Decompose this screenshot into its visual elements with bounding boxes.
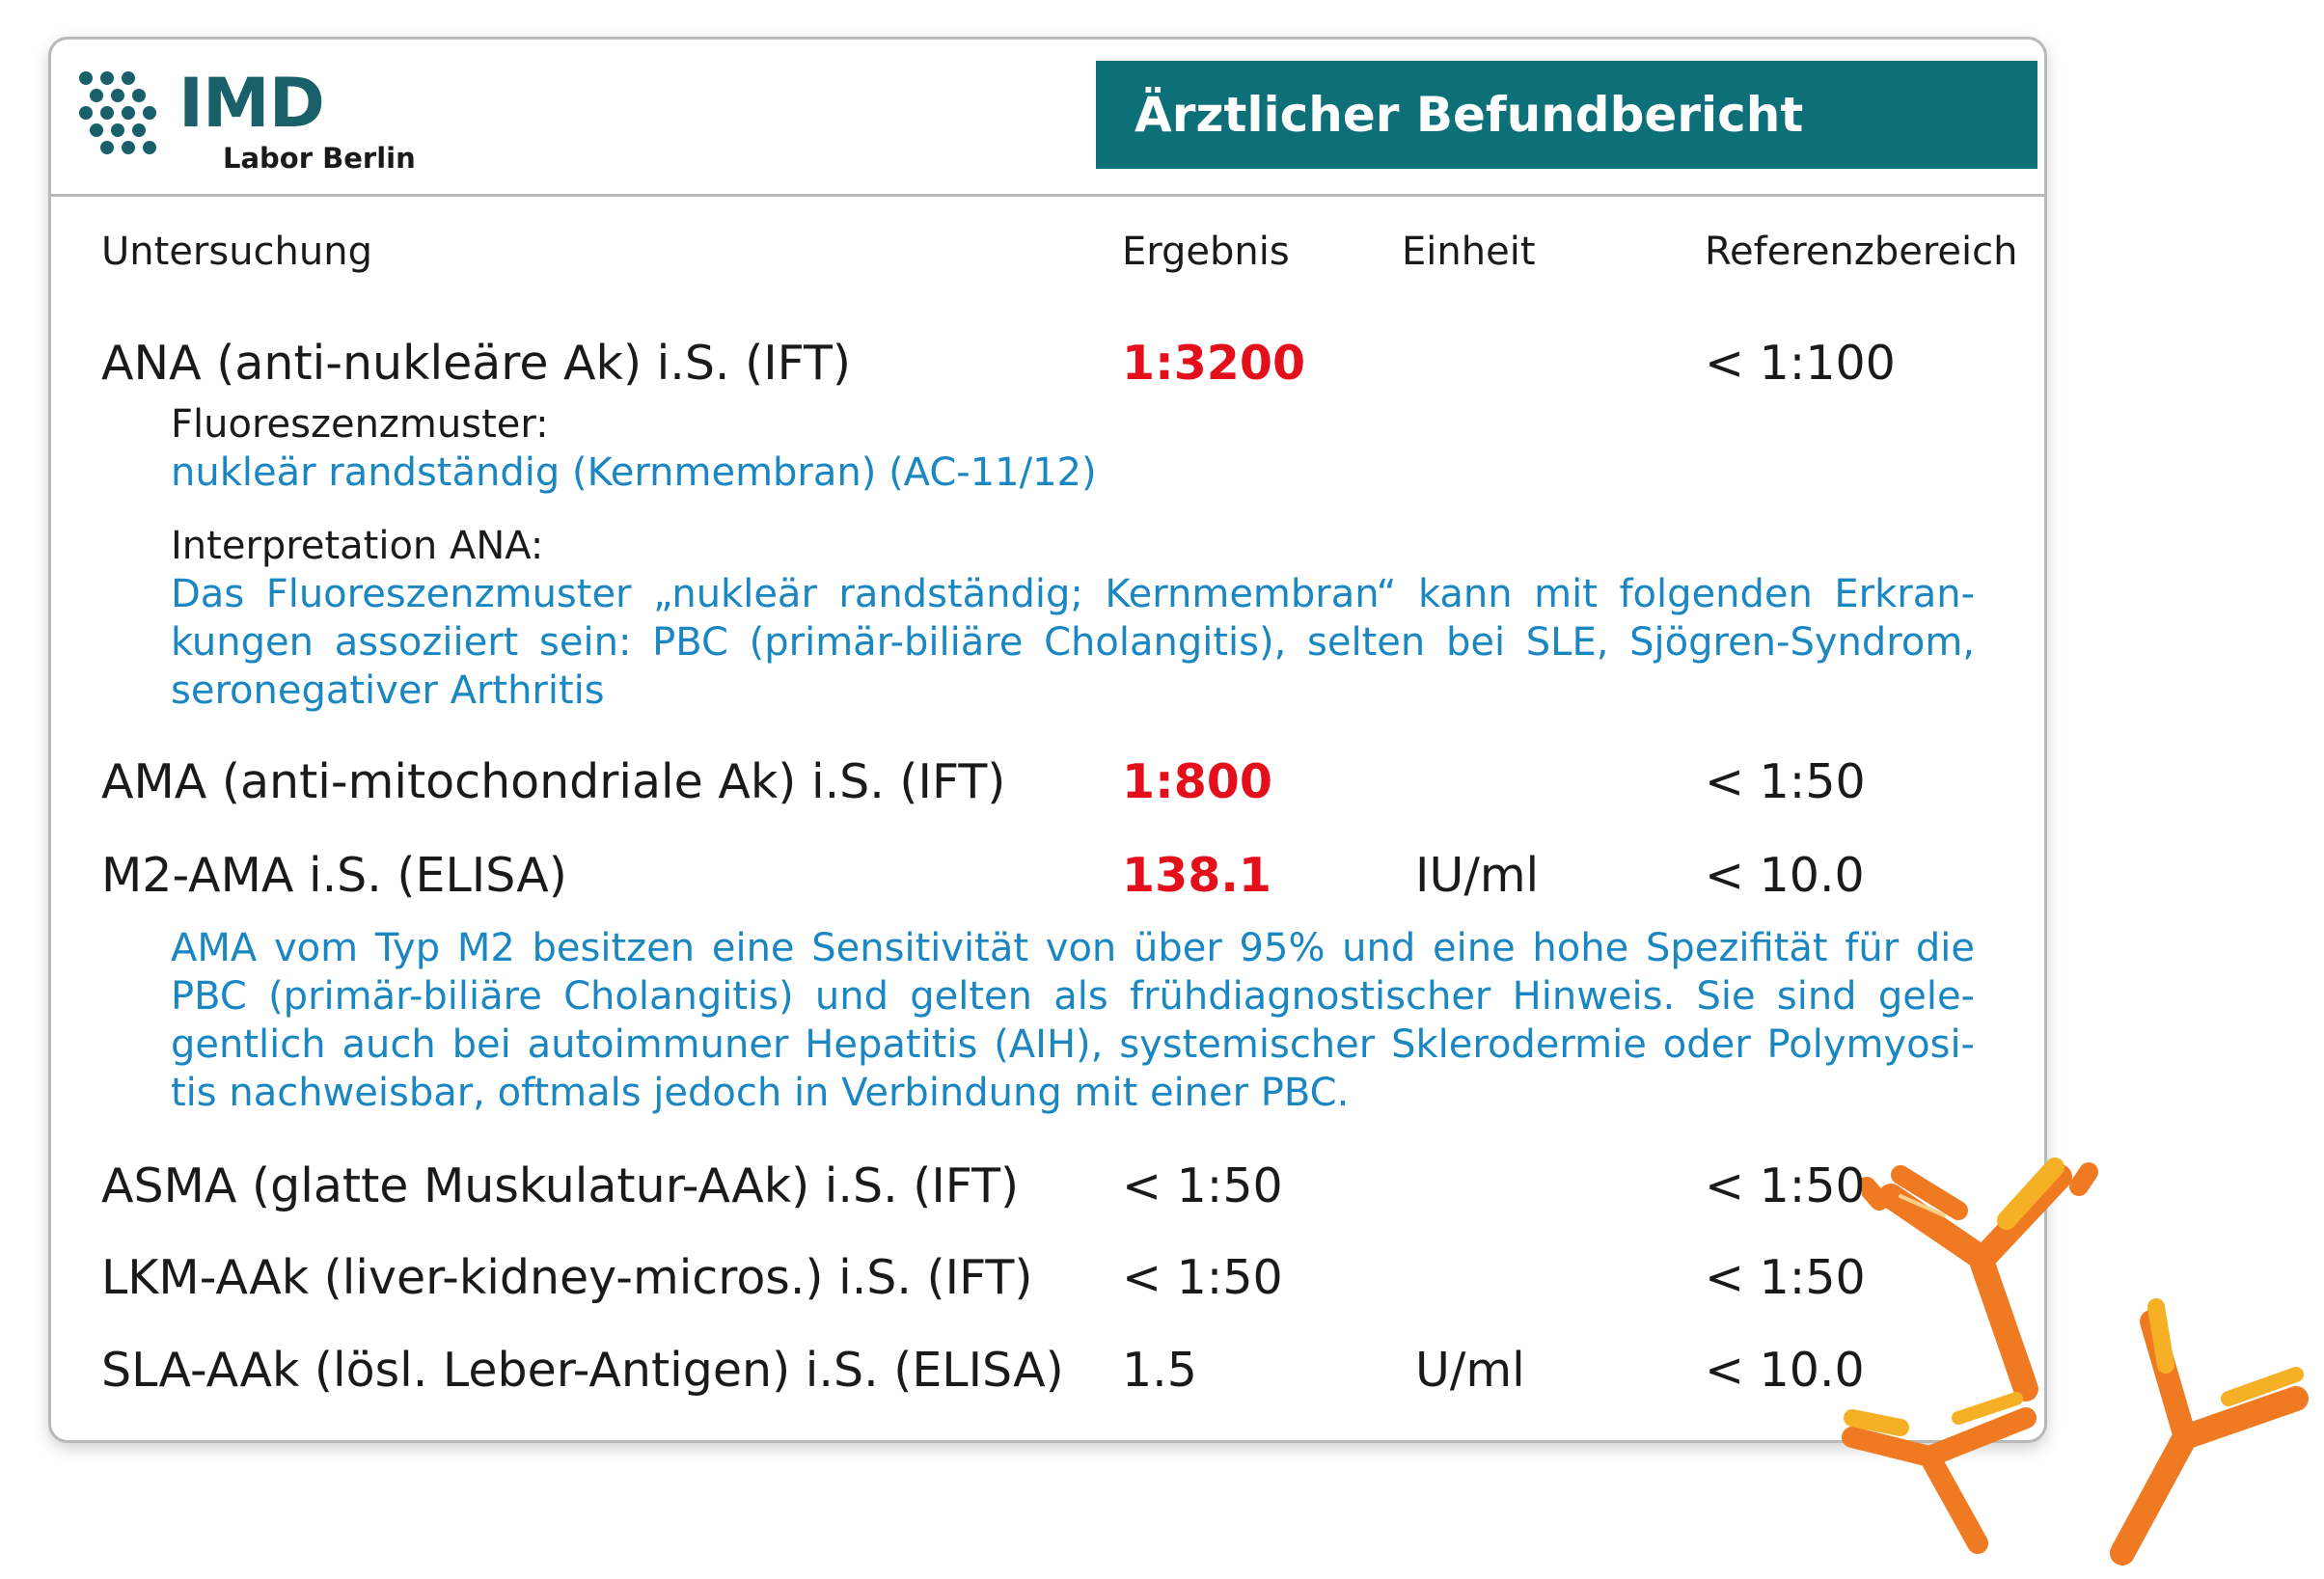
test-reference: < 1:50	[1705, 1158, 1866, 1213]
column-header-reference: Referenzbereich	[1705, 230, 2018, 274]
table-row	[51, 753, 2044, 811]
pattern-value: nukleär randständig (Kernmembran) (AC-11/12)	[171, 450, 1097, 495]
test-unit: IU/ml	[1415, 848, 1540, 903]
report-title: Ärztlicher Befundbericht	[1135, 87, 1804, 143]
interpretation-line: kungen assoziiert sein: PBC (primär-biliäre Cholangitis), selten bei SLE, Sjögren-Syndrom,	[171, 620, 1975, 665]
test-result: 1.5	[1122, 1343, 1197, 1398]
comment-line: AMA vom Typ M2 besitzen eine Sensitivität von über 95% und eine hohe Spezifität für die	[171, 926, 1975, 970]
antibody-icon	[1833, 1389, 2064, 1563]
table-row	[51, 847, 2044, 905]
test-result: < 1:50	[1122, 1250, 1283, 1305]
test-result: 1:800	[1122, 754, 1272, 809]
imd-logo-dots-icon	[78, 70, 165, 157]
test-name: ANA (anti-nukleäre Ak) i.S. (IFT)	[101, 336, 852, 391]
interpretation-line: seronegativer Arthritis	[171, 668, 605, 713]
test-name: SLA-AAk (lösl. Leber-Antigen) i.S. (ELISA)	[101, 1343, 1064, 1398]
table-row	[51, 335, 2044, 393]
test-reference: < 1:50	[1705, 1250, 1866, 1305]
logo-text: IMD	[178, 64, 324, 143]
table-row	[51, 1249, 2044, 1307]
test-unit: U/ml	[1415, 1343, 1525, 1398]
test-reference: < 1:50	[1705, 754, 1866, 809]
m2-comment	[171, 924, 1975, 1117]
logo-subtitle: Labor Berlin	[223, 142, 416, 175]
test-reference: < 10.0	[1705, 848, 1865, 903]
test-name: AMA (anti-mitochondriale Ak) i.S. (IFT)	[101, 754, 1006, 809]
test-name: ASMA (glatte Muskulatur-AAk) i.S. (IFT)	[101, 1158, 1020, 1213]
comment-line: tis nachweisbar, oftmals jedoch in Verbindung mit einer PBC.	[171, 1071, 1350, 1115]
antibody-icon	[2074, 1293, 2315, 1572]
test-result: < 1:50	[1122, 1158, 1283, 1213]
test-reference: < 10.0	[1705, 1343, 1865, 1398]
test-name: LKM-AAk (liver-kidney-micros.) i.S. (IFT)	[101, 1250, 1033, 1305]
report-card	[48, 37, 2047, 1443]
table-row	[51, 1157, 2044, 1215]
report-title-bar	[1096, 61, 2037, 169]
comment-line: PBC (primär-biliäre Cholangitis) und gelten als frühdiagnostischer Hinweis. Sie sind gele-	[171, 974, 1975, 1019]
test-result: 1:3200	[1122, 336, 1306, 391]
ana-interpretation	[171, 570, 1975, 715]
pattern-label: Fluoreszenzmuster:	[171, 402, 549, 447]
table-row	[51, 1342, 2044, 1400]
imd-logo	[78, 61, 416, 186]
column-header-result: Ergebnis	[1122, 230, 1290, 274]
test-result: 138.1	[1122, 848, 1271, 903]
test-name: M2-AMA i.S. (ELISA)	[101, 848, 567, 903]
column-header-test: Untersuchung	[101, 230, 372, 274]
comment-line: gentlich auch bei autoimmuner Hepatitis (AIH), systemischer Sklerodermie oder Polymyosi-	[171, 1022, 1975, 1067]
interpretation-label: Interpretation ANA:	[171, 524, 544, 568]
interpretation-line: Das Fluoreszenzmuster „nukleär randständig; Kernmembran“ kann mit folgenden Erkran-	[171, 572, 1975, 616]
column-header-unit: Einheit	[1402, 230, 1536, 274]
header-divider	[51, 194, 2044, 197]
test-reference: < 1:100	[1705, 336, 1896, 391]
